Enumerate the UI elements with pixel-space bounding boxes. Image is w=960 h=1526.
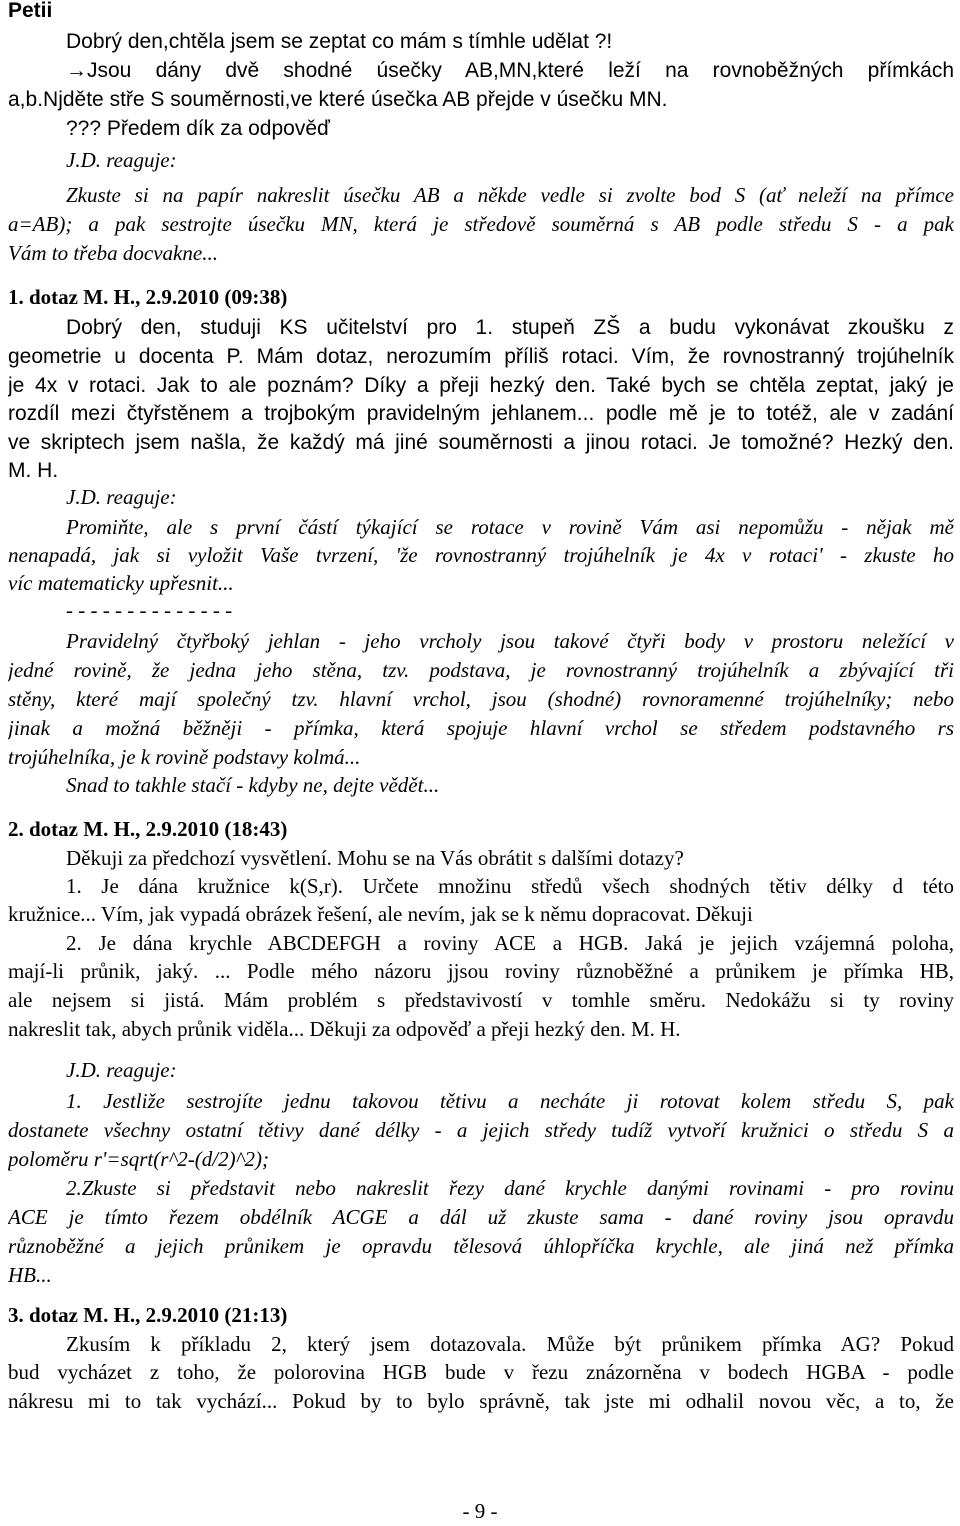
reply-line: Pravidelný čtyřboký jehlan - jeho vrcholy jsou takové čtyři body v prostoru neležící v	[66, 629, 954, 653]
question-line: ale nejsem si jistá. Mám problém s představivostí v tomhle směru. Nedokážu si ty roviny	[8, 988, 954, 1012]
reply-line: a=AB); a pak sestrojte úsečku MN, která je středově souměrná s AB podle středu S - a pak	[8, 212, 954, 236]
question-line: ve skriptech jsem našla, že každý má jiné souměrnosti a jinou rotaci. Je tomožné? Hezký den.	[8, 431, 954, 454]
reply-line: 1. Jestliže sestrojíte jednu takovou tětivu a necháte ji rotovat kolem středu S, pak	[66, 1089, 954, 1113]
question-line: nakreslit tak, abych průnik viděla... Děkuji za odpověď a přeji hezký den. M. H.	[8, 1017, 681, 1041]
reply-closing: Snad to takhle stačí - kdyby ne, dejte vědět...	[66, 773, 440, 797]
question-line: nákresu mi to tak vychází... Pokud by to bylo správně, tak jste mi odhalil novou věc, a to, že	[8, 1389, 954, 1413]
reply-line: Zkuste si na papír nakreslit úsečku AB a někde vedle si zvolte bod S (ať neleží na přímce	[66, 183, 954, 207]
question-line: →Jsou dány dvě shodné úsečky AB,MN,které leží na rovnoběžných přímkách	[66, 59, 954, 82]
question-line: kružnice... Vím, jak vypadá obrázek řešení, ale nevím, jak se k němu dopracovat. Děkuji	[8, 902, 753, 926]
reply-line: různoběžné a jejich průnikem je opravdu tělesová úhlopříčka krychle, ale jiná než přímka	[8, 1234, 954, 1258]
question-line: mají-li průnik, jaký. ... Podle mého názoru jjsou roviny různoběžné a průnikem je přímka HB,	[8, 959, 954, 983]
reply-label: J.D. reaguje:	[66, 485, 177, 509]
question-line: Děkuji za předchozí vysvětlení. Mohu se na Vás obrátit s dalšími dotazy?	[66, 846, 684, 870]
reply-line: Vám to třeba docvakne...	[8, 241, 218, 265]
reply-line: 2.Zkuste si představit nebo nakreslit řezy dané krychle danými rovinami - pro rovinu	[66, 1176, 954, 1200]
question-line: Zkusím k příkladu 2, který jsem dotazovala. Může být průnikem přímka AG? Pokud	[66, 1332, 954, 1356]
reply-line: HB...	[8, 1263, 52, 1287]
question-line: bud vycházet z toho, že polorovina HGB bude v řezu znázorněna v bodech HGBA - podle	[8, 1360, 954, 1384]
question-line: M. H.	[8, 459, 59, 482]
question-line: rozdíl mezi čtyřstěnem a trojbokým pravidelným jehlanem... podle mě je to totéž, ale v zadání	[8, 402, 954, 425]
reply-line: jinak a možná běžněji - přímka, která spojuje hlavní vrchol se středem podstavného rs	[8, 716, 954, 740]
page-number: - 9 -	[462, 1499, 498, 1523]
separator: - - - - - - - - - - - - - -	[66, 598, 233, 622]
question-heading: 2. dotaz M. H., 2.9.2010 (18:43)	[8, 817, 288, 841]
reply-line: jedné rovině, že jedna jeho stěna, tzv. podstava, je rovnostranný trojúhelník a zbývající tři	[8, 658, 954, 682]
reply-line: ACE je tímto řezem obdélník ACGE a dál už zkuste sama - dané roviny jsou opravdu	[8, 1205, 954, 1229]
reply-line: trojúhelníka, je k rovině podstavy kolmá...	[8, 745, 361, 769]
question-line: Dobrý den, studuji KS učitelství pro 1. stupeň ZŠ a budu vykonávat zkoušku z	[66, 316, 954, 339]
question-line: 1. Je dána kružnice k(S,r). Určete množinu středů všech shodných tětiv délky d této	[66, 874, 954, 898]
question-line: 2. Je dána krychle ABCDEFGH a roviny ACE a HGB. Jaká je jejich vzájemná poloha,	[66, 931, 954, 955]
reply-line: víc matematicky upřesnit...	[8, 571, 234, 595]
question-heading: 1. dotaz M. H., 2.9.2010 (09:38)	[8, 285, 288, 309]
reply-line: stěny, které mají společný tzv. hlavní vrchol, jsou (shodné) rovnoramenné trojúhelníky; nebo	[8, 687, 954, 711]
reply-line: nenapadá, jak si vyložit Vaše tvrzení, 'že rovnostranný trojúhelník je 4x v rotaci' - zkuste ho	[8, 543, 954, 567]
author-heading: Petii	[8, 0, 53, 22]
question-line: Dobrý den,chtěla jsem se zeptat co mám s tímhle udělat ?!	[66, 30, 613, 53]
reply-line: poloměru r'=sqrt(r^2-(d/2)^2);	[8, 1147, 269, 1171]
reply-line: Promiňte, ale s první částí týkající se rotace v rovině Vám asi nepomůžu - nějak mě	[66, 515, 954, 539]
question-line: a,b.Njděte stře S souměrnosti,ve které úsečka AB přejde v úsečku MN.	[8, 88, 668, 111]
question-line: je 4x v rotaci. Jak to ale poznám? Díky a přeji hezký den. Také bych se chtěla zeptat, jaký je	[8, 374, 954, 397]
question-heading: 3. dotaz M. H., 2.9.2010 (21:13)	[8, 1303, 288, 1327]
reply-label: J.D. reaguje:	[66, 148, 177, 172]
question-line: geometrie u docenta P. Mám dotaz, nerozumím příliš rotaci. Vím, že rovnostranný trojúhelník	[8, 345, 954, 368]
question-line: ??? Předem dík za odpověď	[66, 117, 330, 140]
reply-line: dostanete všechny ostatní tětivy dané délky - a jejich středy tudíž vytvoří kružnici o středu S a	[8, 1118, 954, 1142]
reply-label: J.D. reaguje:	[66, 1058, 177, 1082]
